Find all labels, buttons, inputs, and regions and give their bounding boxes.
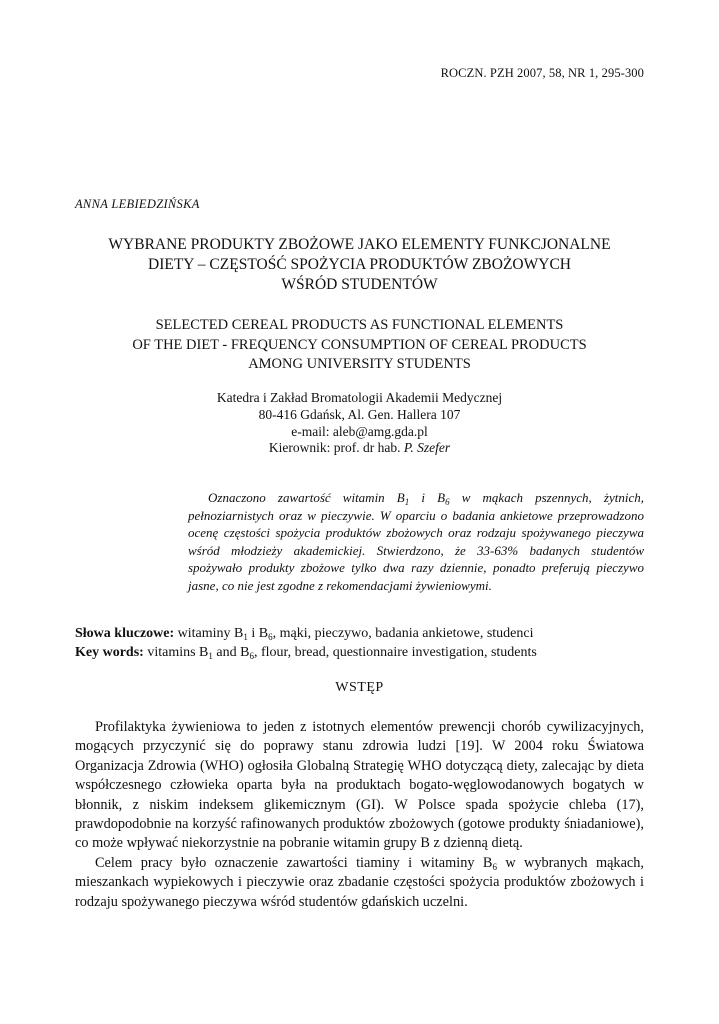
title-polish-line: WŚRÓD STUDENTÓW: [281, 276, 438, 293]
abstract-text: i B: [409, 490, 446, 505]
affiliation-head: [75, 440, 644, 457]
keywords-subscript: 1: [208, 651, 213, 661]
keywords-subscript: 6: [249, 651, 254, 661]
keywords-text: witaminy B: [174, 626, 244, 641]
abstract-subscript: 1: [404, 497, 410, 507]
abstract-text: w mąkach pszennych, żytnich, pełnoziarnistych oraz w pieczywie. W oparciu o badania ankietowe przeprowadzono ocenę częstości spożycia produktów zbożowych oraz rodzaju spożywanego pieczywa wśród młodzieży akademickiej. Stwierdzono, że 33-63% badanych studentów spożywało produkty zbożowe tylko dwa razy dziennie, ponadto preferują pieczywo jasne, co nie jest zgodne z rekomendacjami żywieniowymi.: [188, 490, 644, 593]
head-prefix: Kierownik: prof. dr hab.: [268, 440, 404, 456]
keywords-english: [75, 643, 644, 662]
keywords-english-label: Key words:: [75, 645, 144, 660]
title-polish-line: DIETY – CZĘSTOŚĆ SPOŻYCIA PRODUKTÓW ZBOŻOWYCH: [148, 256, 571, 273]
keywords-text: , flour, bread, questionnaire investigation, students: [253, 645, 537, 660]
keywords-subscript: 6: [268, 632, 273, 642]
title-english-line: OF THE DIET - FREQUENCY CONSUMPTION OF CEREAL PRODUCTS: [132, 336, 587, 353]
abstract: [188, 489, 644, 594]
keywords-polish-label: Słowa kluczowe:: [75, 626, 175, 641]
keywords-text: i B: [247, 626, 269, 641]
keywords-text: vitamins B: [143, 645, 209, 660]
keywords-block: [75, 624, 644, 662]
paragraph-text: Celem pracy było oznaczenie zawartości tiaminy i witaminy B: [95, 854, 493, 871]
affiliation-address: 80-416 Gdańsk, Al. Gen. Hallera 107: [258, 406, 461, 422]
paragraph-subscript: 6: [492, 861, 497, 872]
affiliation-department: Katedra i Zakład Bromatologii Akademii Medycznej: [216, 390, 503, 405]
journal-reference: ROCZN. PZH 2007, 58, NR 1, 295-300: [440, 66, 644, 80]
section-heading: WSTĘP: [335, 680, 384, 695]
paragraph: [75, 854, 644, 912]
head-name: P. Szefer: [403, 440, 451, 456]
paragraph-text: w wybranych mąkach, mieszankach wypiekowych i pieczywie oraz zbadanie częstości spożycia produktów zbożowych i rodzaju spożywanego pieczywa wśród studentów gdańskich uczelni.: [75, 854, 644, 910]
abstract-text: Oznaczono zawartość witamin B: [208, 490, 405, 505]
body-text: [75, 718, 644, 912]
title-english-line: SELECTED CEREAL PRODUCTS AS FUNCTIONAL ELEMENTS: [155, 317, 564, 333]
keywords-polish: [75, 624, 644, 643]
title-polish: [75, 235, 644, 295]
affiliation: [75, 390, 644, 457]
author-name: ANNA LEBIEDZIŃSKA: [75, 197, 200, 211]
keywords-text: , mąki, pieczywo, badania ankietowe, studenci: [272, 626, 534, 641]
keywords-text: and B: [212, 645, 250, 660]
title-english-line: AMONG UNIVERSITY STUDENTS: [248, 356, 471, 372]
paragraph: Profilaktyka żywieniowa to jeden z istotnych elementów prewencji chorób cywilizacyjnych, mogących przyczynić się do poprawy stanu zdrowia ludzi [19]. W 2004 roku Światowa Organizacja Zdrowia (WHO) ogłosiła Globalną Strategię WHO dotyczącą diety, zalecając by dieta współczesnego człowieka oparta była na produktach bogato-węglowodanowych bogatych w błonnik, z niskim indeksem glikemicznym (GI). W Polsce spada spożycie chleba (17), prawdopodobnie na korzyść rafinowanych produktów zbożowych (gotowe produkty śniadaniowe), co może wpływać niekorzystnie na pobranie witamin grupy B z dzienną dietą.: [75, 719, 644, 852]
title-polish-line: WYBRANE PRODUKTY ZBOŻOWE JAKO ELEMENTY FUNKCJONALNE: [108, 236, 611, 253]
affiliation-email: e-mail: aleb@amg.gda.pl: [291, 423, 428, 439]
abstract-subscript: 6: [445, 497, 450, 507]
keywords-subscript: 1: [243, 632, 248, 642]
title-english: [75, 316, 644, 375]
